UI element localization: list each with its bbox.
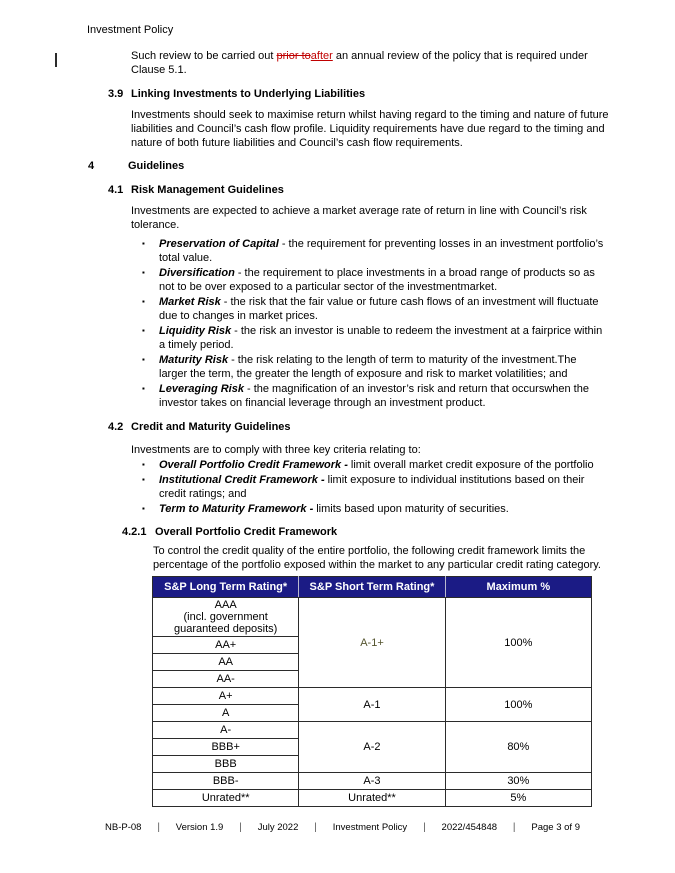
footer-separator: | bbox=[157, 822, 160, 833]
bullet-lead: Leveraging Risk bbox=[159, 383, 244, 395]
cell-long-rating: A+ bbox=[153, 688, 299, 705]
bullet-content bbox=[159, 458, 604, 472]
page-header-title: Investment Policy bbox=[87, 24, 174, 36]
tracked-text-before: Such review to be carried out bbox=[131, 50, 277, 62]
bullet-lead: Term to Maturity Framework - bbox=[159, 503, 314, 515]
bullet-content bbox=[159, 382, 604, 410]
list-item bbox=[142, 324, 604, 352]
bullet-marker: ▪ bbox=[142, 460, 145, 469]
list-item bbox=[142, 295, 604, 323]
column-header-short-term: S&P Short Term Rating* bbox=[299, 577, 445, 598]
heading-number: 4.1 bbox=[108, 184, 124, 196]
list-item bbox=[142, 237, 604, 265]
rating-value: AAA bbox=[214, 599, 237, 611]
bullet-marker: ▪ bbox=[142, 384, 145, 393]
bullet-lead: Overall Portfolio Credit Framework - bbox=[159, 459, 348, 471]
bullet-content bbox=[159, 324, 604, 352]
list-item bbox=[142, 502, 604, 516]
bullet-text: - the risk that the fair value or future cash flows of an investment will fluctuate due to changes in market prices. bbox=[159, 296, 599, 322]
bullet-marker: ▪ bbox=[142, 504, 145, 513]
tracked-text-after: an annual review of the policy that is required under Clause 5.1. bbox=[131, 50, 588, 76]
footer-separator: | bbox=[239, 822, 242, 833]
table-row bbox=[153, 722, 592, 739]
paragraph-4-2: Investments are to comply with three key criteria relating to: bbox=[131, 444, 421, 456]
page-footer bbox=[105, 822, 580, 834]
heading-text: Overall Portfolio Credit Framework bbox=[155, 526, 338, 538]
bullet-text: - the requirement for preventing losses in an investment portfolio’s total value. bbox=[159, 238, 604, 264]
heading-number: 3.9 bbox=[108, 88, 124, 100]
credit-framework-table bbox=[152, 576, 592, 807]
cell-maximum: 100% bbox=[445, 688, 591, 722]
heading-4-2-1 bbox=[122, 525, 675, 539]
bullet-marker: ▪ bbox=[142, 297, 145, 306]
bullet-lead: Market Risk bbox=[159, 296, 221, 308]
cell-long-rating: BBB bbox=[153, 756, 299, 773]
cell-short-rating: Unrated** bbox=[299, 790, 445, 807]
cell-long-rating: A bbox=[153, 705, 299, 722]
bullet-content bbox=[159, 502, 604, 516]
cell-long-rating: Unrated** bbox=[153, 790, 299, 807]
bullet-marker: ▪ bbox=[142, 268, 145, 277]
list-item bbox=[142, 473, 604, 501]
rating-note: (incl. government guaranteed deposits) bbox=[173, 611, 278, 635]
bullet-content bbox=[159, 295, 604, 323]
bullet-text: limit overall market credit exposure of the portfolio bbox=[350, 459, 594, 471]
footer-page-number: Page 3 of 9 bbox=[531, 822, 580, 833]
footer-separator: | bbox=[512, 822, 516, 833]
tracked-change-bar bbox=[55, 53, 57, 67]
footer-date: July 2022 bbox=[257, 822, 299, 833]
list-item bbox=[142, 458, 604, 472]
column-header-long-term: S&P Long Term Rating* bbox=[153, 577, 299, 598]
cell-long-rating: AA+ bbox=[153, 637, 299, 654]
list-item bbox=[142, 353, 604, 381]
heading-number: 4.2 bbox=[108, 421, 124, 433]
heading-text: Guidelines bbox=[128, 160, 185, 172]
footer-version: Version 1.9 bbox=[175, 822, 224, 833]
cell-maximum: 5% bbox=[445, 790, 591, 807]
cell-short-rating: A-3 bbox=[299, 773, 445, 790]
paragraph-4-1: Investments are expected to achieve a market average rate of return in line with Council’s risk tolerance. bbox=[131, 205, 587, 231]
footer-separator: | bbox=[423, 822, 426, 833]
cell-long-rating: A- bbox=[153, 722, 299, 739]
bullet-content bbox=[159, 473, 604, 501]
column-header-maximum: Maximum % bbox=[445, 577, 591, 598]
heading-4-2 bbox=[108, 420, 675, 434]
heading-text: Risk Management Guidelines bbox=[131, 184, 284, 196]
cell-maximum: 80% bbox=[445, 722, 591, 773]
cell-long-rating: AA bbox=[153, 654, 299, 671]
heading-number: 4.2.1 bbox=[122, 526, 147, 538]
cell-long-rating: BBB- bbox=[153, 773, 299, 790]
heading-4-1 bbox=[108, 183, 675, 197]
cell-long-rating: BBB+ bbox=[153, 739, 299, 756]
paragraph-4-2-1: To control the credit quality of the entire portfolio, the following credit framework limits the percentage of the portfolio exposed within the market to any particular credit rating category. bbox=[153, 545, 601, 571]
cell-maximum: 30% bbox=[445, 773, 591, 790]
bullet-text: limit exposure to individual institutions based on their credit ratings; and bbox=[159, 474, 585, 500]
paragraph-3-9: Investments should seek to maximise return whilst having regard to the timing and nature of future liabilities and Council’s cash flow profile. Liquidity requirements have due regard to the timing and nature of both future liabilities and Council’s cash flow requirements. bbox=[131, 109, 609, 149]
table-row bbox=[153, 790, 592, 807]
list-item bbox=[142, 382, 604, 410]
cell-short-rating: A-1 bbox=[299, 688, 445, 722]
tracked-paragraph bbox=[131, 49, 619, 77]
cell-short-rating: A-2 bbox=[299, 722, 445, 773]
bullet-marker: ▪ bbox=[142, 326, 145, 335]
tracked-deleted-text: prior to bbox=[276, 50, 311, 62]
bullet-content bbox=[159, 266, 604, 294]
criteria-bullet-list bbox=[142, 458, 604, 516]
heading-text: Linking Investments to Underlying Liabilities bbox=[131, 88, 366, 100]
table-row bbox=[153, 598, 592, 637]
cell-long-rating bbox=[153, 598, 299, 637]
heading-number: 4 bbox=[88, 160, 95, 172]
list-item bbox=[142, 266, 604, 294]
tracked-inserted-text: after bbox=[310, 50, 333, 62]
bullet-text: - the risk relating to the length of term to maturity of the investment.The larger the term, the greater the length of exposure and risk to market volatilities; and bbox=[159, 354, 577, 380]
heading-text: Credit and Maturity Guidelines bbox=[131, 421, 291, 433]
bullet-text: - the magnification of an investor’s risk and return that occurswhen the investor takes on financial leverage through an investment product. bbox=[159, 383, 589, 409]
bullet-text: limits based upon maturity of securities. bbox=[316, 503, 509, 515]
cell-short-rating: A-1+ bbox=[299, 598, 445, 688]
bullet-marker: ▪ bbox=[142, 355, 145, 364]
bullet-marker: ▪ bbox=[142, 239, 145, 248]
table-header-row bbox=[153, 577, 592, 598]
table-row bbox=[153, 773, 592, 790]
table-row bbox=[153, 688, 592, 705]
bullet-text: - the risk an investor is unable to redeem the investment at a fairprice within a timely period. bbox=[159, 325, 603, 351]
bullet-lead: Maturity Risk bbox=[159, 354, 229, 366]
bullet-marker: ▪ bbox=[142, 475, 145, 484]
bullet-lead: Liquidity Risk bbox=[159, 325, 232, 337]
bullet-lead: Diversification bbox=[159, 267, 235, 279]
heading-4 bbox=[88, 159, 675, 173]
cell-long-rating: AA- bbox=[153, 671, 299, 688]
bullet-content bbox=[159, 353, 604, 381]
bullet-text: - the requirement to place investments in a broad range of products so as not to be over exposed to a particular sector of the investmentmarket. bbox=[159, 267, 595, 293]
footer-separator: | bbox=[314, 822, 317, 833]
cell-maximum: 100% bbox=[445, 598, 591, 688]
footer-doc-code: NB-P-08 bbox=[105, 822, 142, 833]
footer-reference-number: 2022/454848 bbox=[441, 822, 498, 833]
risk-bullet-list bbox=[142, 237, 604, 410]
bullet-lead: Preservation of Capital bbox=[159, 238, 279, 250]
footer-doc-title: Investment Policy bbox=[332, 822, 408, 833]
bullet-content bbox=[159, 237, 604, 265]
heading-3-9 bbox=[108, 87, 675, 101]
bullet-lead: Institutional Credit Framework - bbox=[159, 474, 325, 486]
